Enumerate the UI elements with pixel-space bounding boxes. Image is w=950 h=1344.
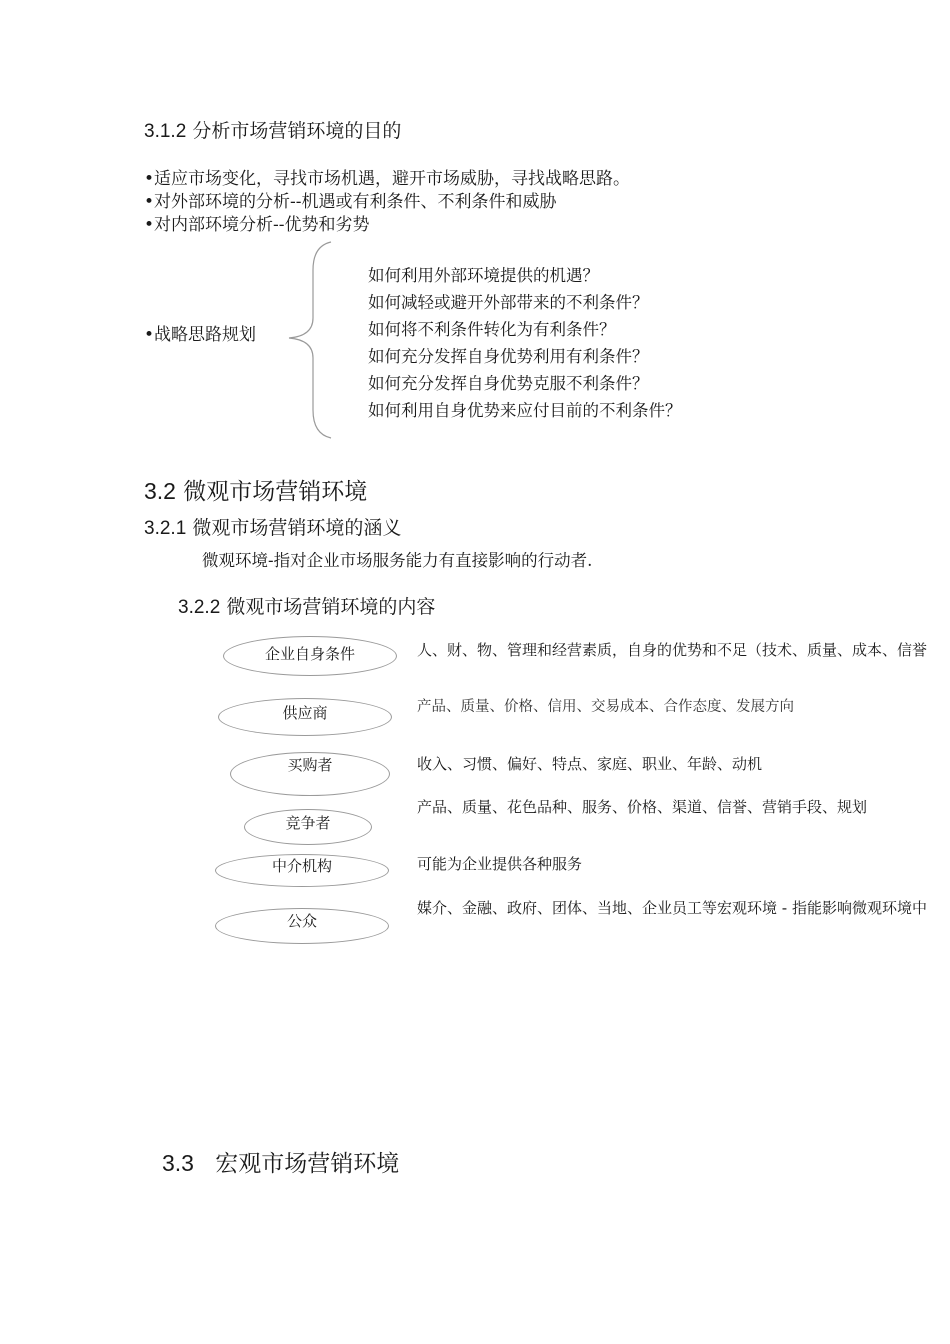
section-number: 3.1.2 xyxy=(144,121,187,142)
list-item xyxy=(144,214,630,237)
section-number: 3.2.2 xyxy=(178,597,221,618)
bullet-marker: • xyxy=(144,325,155,345)
ellipse-label: 竞争者 xyxy=(285,814,331,832)
definition-text: 微观环境-指对企业市场服务能力有直接影响的行动者. xyxy=(202,551,593,570)
ellipse-competitors xyxy=(244,809,372,845)
ellipse-enterprise-conditions xyxy=(223,636,397,676)
ellipse-label: 公众 xyxy=(286,912,317,930)
ellipse-public xyxy=(215,908,389,944)
ellipse-label: 供应商 xyxy=(282,704,328,722)
bullet-marker: • xyxy=(144,192,155,212)
item-description: 媒介、金融、政府、团体、当地、企业员工等宏观环境 - 指能影响微观环境中 xyxy=(417,899,927,917)
bullet-list xyxy=(144,168,630,237)
bullet-marker: • xyxy=(144,169,155,189)
question-item: 如何利用外部环境提供的机遇？ xyxy=(368,266,599,285)
section-number: 3.2 xyxy=(144,478,176,504)
question-item: 如何减轻或避开外部带来的不利条件？ xyxy=(368,293,649,312)
ellipse-label: 中介机构 xyxy=(271,857,332,875)
strategy-planning-label xyxy=(144,324,256,347)
item-description: 人、财、物、管理和经营素质，自身的优势和不足（技术、质量、成本、信誉 xyxy=(417,641,928,659)
strategy-planning-text: 战略思路规划 xyxy=(154,325,257,345)
question-item: 如何利用自身优势来应付目前的不利条件？ xyxy=(368,401,682,420)
item-description: 产品、质量、花色品种、服务、价格、渠道、信誉、营销手段、规划 xyxy=(417,798,868,816)
section-heading-3-2 xyxy=(144,473,367,506)
question-list xyxy=(368,262,682,424)
list-item-text: 对外部环境的分析--机遇或有利条件、不利条件和威胁 xyxy=(154,192,557,212)
ellipse-label: 企业自身条件 xyxy=(264,645,355,663)
section-title: 微观市场营销环境的涵义 xyxy=(192,517,402,539)
section-title: 分析市场营销环境的目的 xyxy=(192,120,402,142)
ellipse-label: 买购者 xyxy=(287,756,333,774)
ellipse-suppliers xyxy=(218,698,392,736)
section-number: 3.2.1 xyxy=(144,518,187,539)
item-description: 产品、质量、价格、信用、交易成本、合作态度、发展方向 xyxy=(417,699,794,715)
section-number: 3.3 xyxy=(162,1150,194,1176)
item-description: 可能为企业提供各种服务 xyxy=(417,855,583,873)
section-heading-3-2-1 xyxy=(144,513,401,540)
list-item xyxy=(144,191,630,214)
curly-brace xyxy=(283,240,343,440)
section-heading-3-3 xyxy=(162,1145,399,1178)
list-item xyxy=(144,168,630,191)
ellipse-buyers xyxy=(230,752,390,796)
question-item: 如何将不利条件转化为有利条件？ xyxy=(368,320,616,339)
list-item-text: 适应市场变化，寻找市场机遇，避开市场威胁，寻找战略思路。 xyxy=(154,169,631,189)
list-item-text: 对内部环境分析--优势和劣势 xyxy=(154,215,370,235)
bullet-marker: • xyxy=(144,215,155,235)
section-heading-3-1-2 xyxy=(144,116,401,143)
section-title: 宏观市场营销环境 xyxy=(215,1151,400,1177)
item-description: 收入、习惯、偏好、特点、家庭、职业、年龄、动机 xyxy=(417,755,763,773)
ellipse-intermediaries xyxy=(215,854,389,887)
section-heading-3-2-2 xyxy=(178,592,435,619)
section-title: 微观市场营销环境的内容 xyxy=(226,596,436,618)
question-item: 如何充分发挥自身优势利用有利条件？ xyxy=(368,347,649,366)
section-title: 微观市场营销环境 xyxy=(183,479,368,505)
question-item: 如何充分发挥自身优势克服不利条件？ xyxy=(368,374,649,393)
